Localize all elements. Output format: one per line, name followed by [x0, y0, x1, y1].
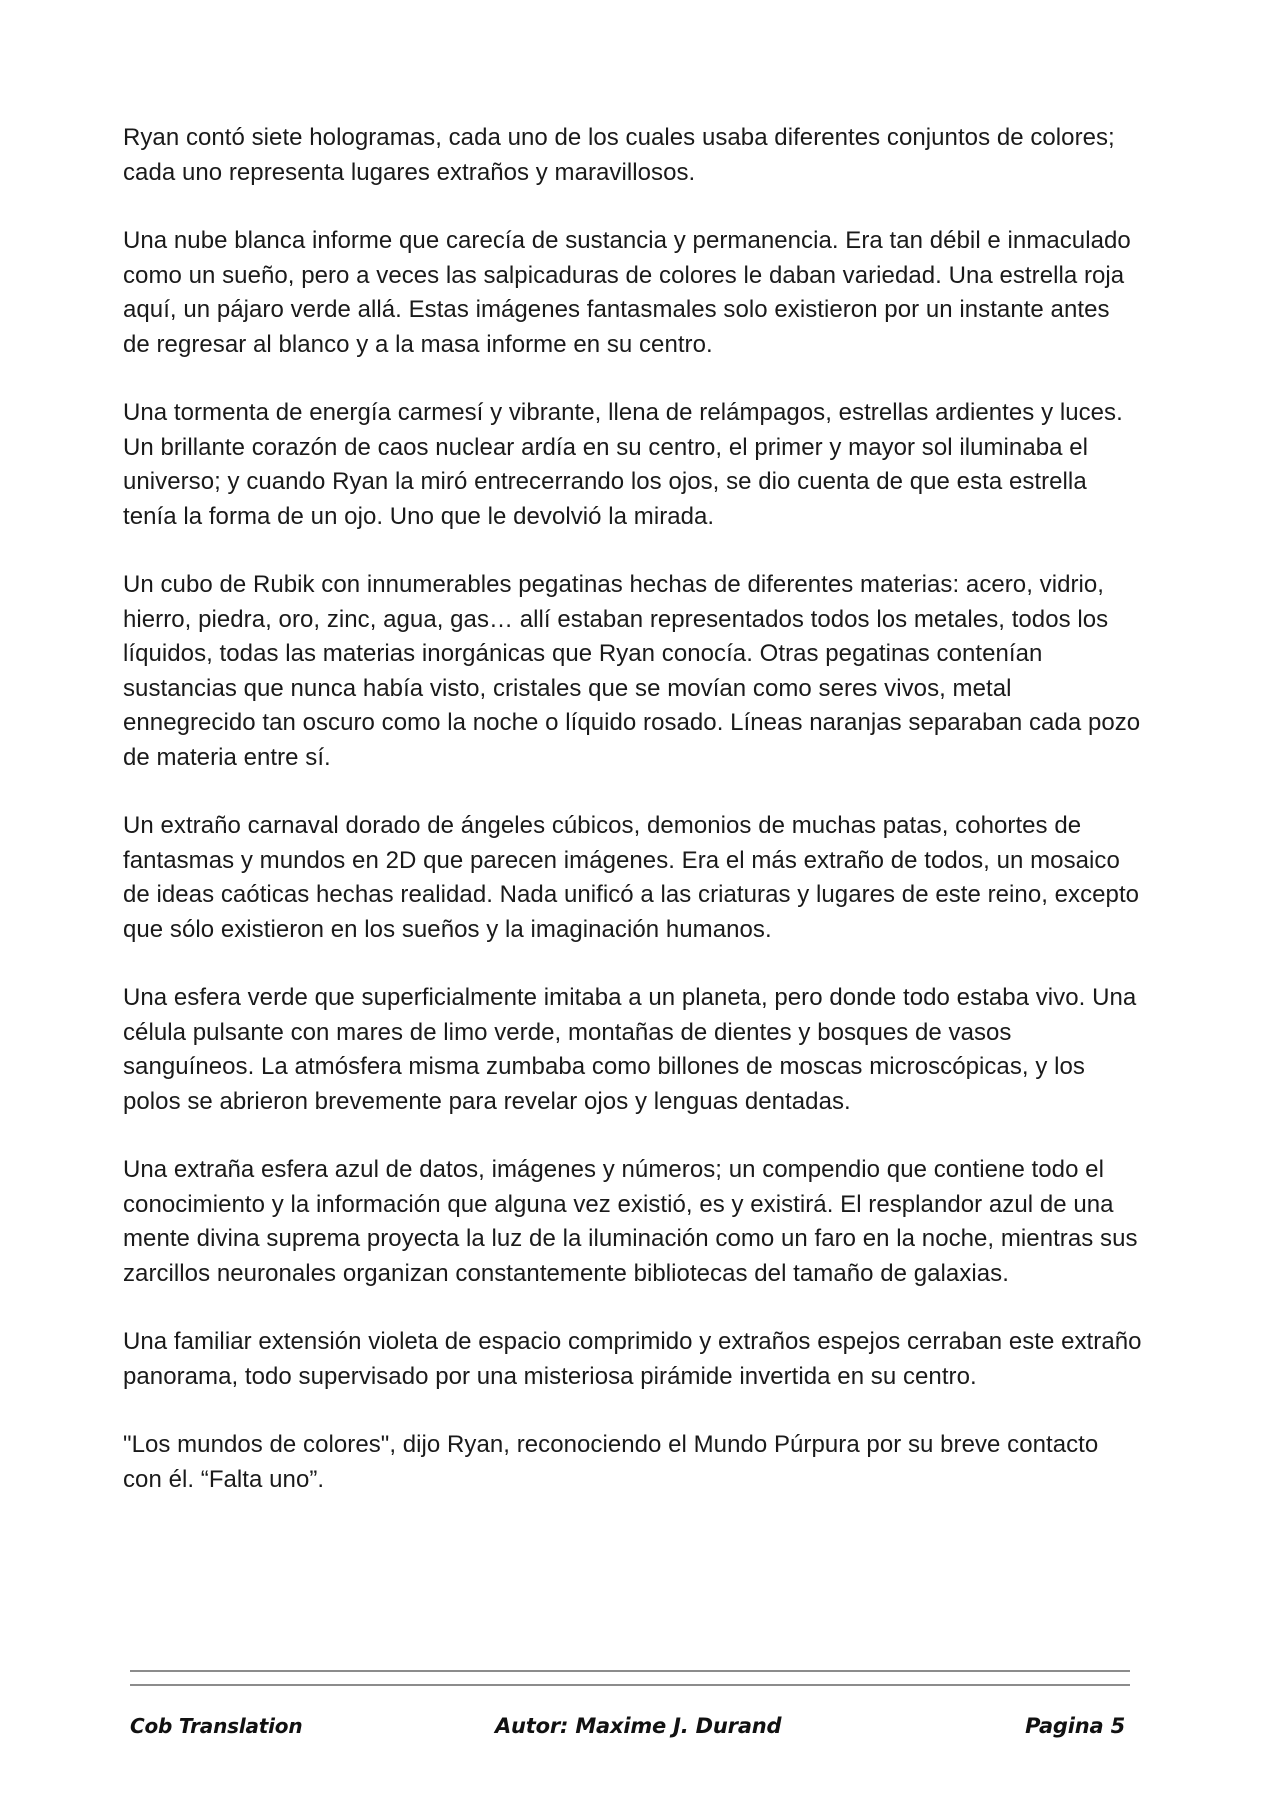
- paragraph: Una familiar extensión violeta de espacio comprimido y extraños espejos cerraban este extraño panorama, todo supervisado por una misteriosa pirámide invertida en su centro.: [123, 1328, 1142, 1390]
- footer-divider-bottom: [130, 1684, 1130, 1686]
- footer-divider-top: [130, 1670, 1130, 1672]
- paragraph: Una extraña esfera azul de datos, imágenes y números; un compendio que contiene todo el conocimiento y la información que alguna vez existió, es y existirá. El resplandor azul de una mente divina suprema proyecta la luz de la iluminación como un faro en la noche, mientras sus zarcillos neuronales organizan constantemente bibliotecas del tamaño de galaxias.: [123, 1156, 1138, 1287]
- paragraph: Una tormenta de energía carmesí y vibrante, llena de relámpagos, estrellas ardientes y luces. Un brillante corazón de caos nuclear ardía en su centro, el primer y mayor sol iluminaba el universo; y cuando Ryan la miró entrecerrando los ojos, se dio cuenta de que esta estrella tenía la forma de un ojo. Uno que le devolvió la mirada.: [123, 399, 1123, 530]
- paragraph: Una esfera verde que superficialmente imitaba a un planeta, pero donde todo estaba vivo. Una célula pulsante con mares de limo verde, montañas de dientes y bosques de vasos sanguíneos. La atmósfera misma zumbaba como billones de moscas microscópicas, y los polos se abrieron brevemente para revelar ojos y lenguas dentadas.: [123, 984, 1137, 1115]
- paragraph: Un cubo de Rubik con innumerables pegatinas hechas de diferentes materias: acero, vidrio, hierro, piedra, oro, zinc, agua, gas… allí estaban representados todos los metales, todos los líquidos, todas las materias inorgánicas que Ryan conocía. Otras pegatinas contenían sustancias que nunca había visto, cristales que se movían como seres vivos, metal ennegrecido tan oscuro como la noche o líquido rosado. Líneas naranjas separaban cada pozo de materia entre sí.: [123, 571, 1141, 771]
- footer-author: Autor: Maxime J. Durand: [495, 1714, 782, 1738]
- paragraph: Un extraño carnaval dorado de ángeles cúbicos, demonios de muchas patas, cohortes de fantasmas y mundos en 2D que parecen imágenes. Era el más extraño de todos, un mosaico de ideas caóticas hechas realidad. Nada unificó a las criaturas y lugares de este reino, excepto que sólo existieron en los sueños y la imaginación humanos.: [123, 812, 1140, 943]
- paragraph: Una nube blanca informe que carecía de sustancia y permanencia. Era tan débil e inmaculado como un sueño, pero a veces las salpicaduras de colores le daban variedad. Una estrella roja aquí, un pájaro verde allá. Estas imágenes fantasmales solo existieron por un instante antes de regresar al blanco y a la masa informe en su centro.: [123, 227, 1131, 358]
- footer-page-number: Pagina 5: [1025, 1714, 1125, 1738]
- paragraph: Ryan contó siete hologramas, cada uno de los cuales usaba diferentes conjuntos de colores; cada uno representa lugares extraños y maravillosos.: [123, 124, 1115, 186]
- footer-translator: Cob Translation: [130, 1714, 303, 1738]
- body-text: [123, 121, 1143, 1531]
- paragraph: "Los mundos de colores", dijo Ryan, reconociendo el Mundo Púrpura por su breve contacto con él. “Falta uno”.: [123, 1431, 1099, 1493]
